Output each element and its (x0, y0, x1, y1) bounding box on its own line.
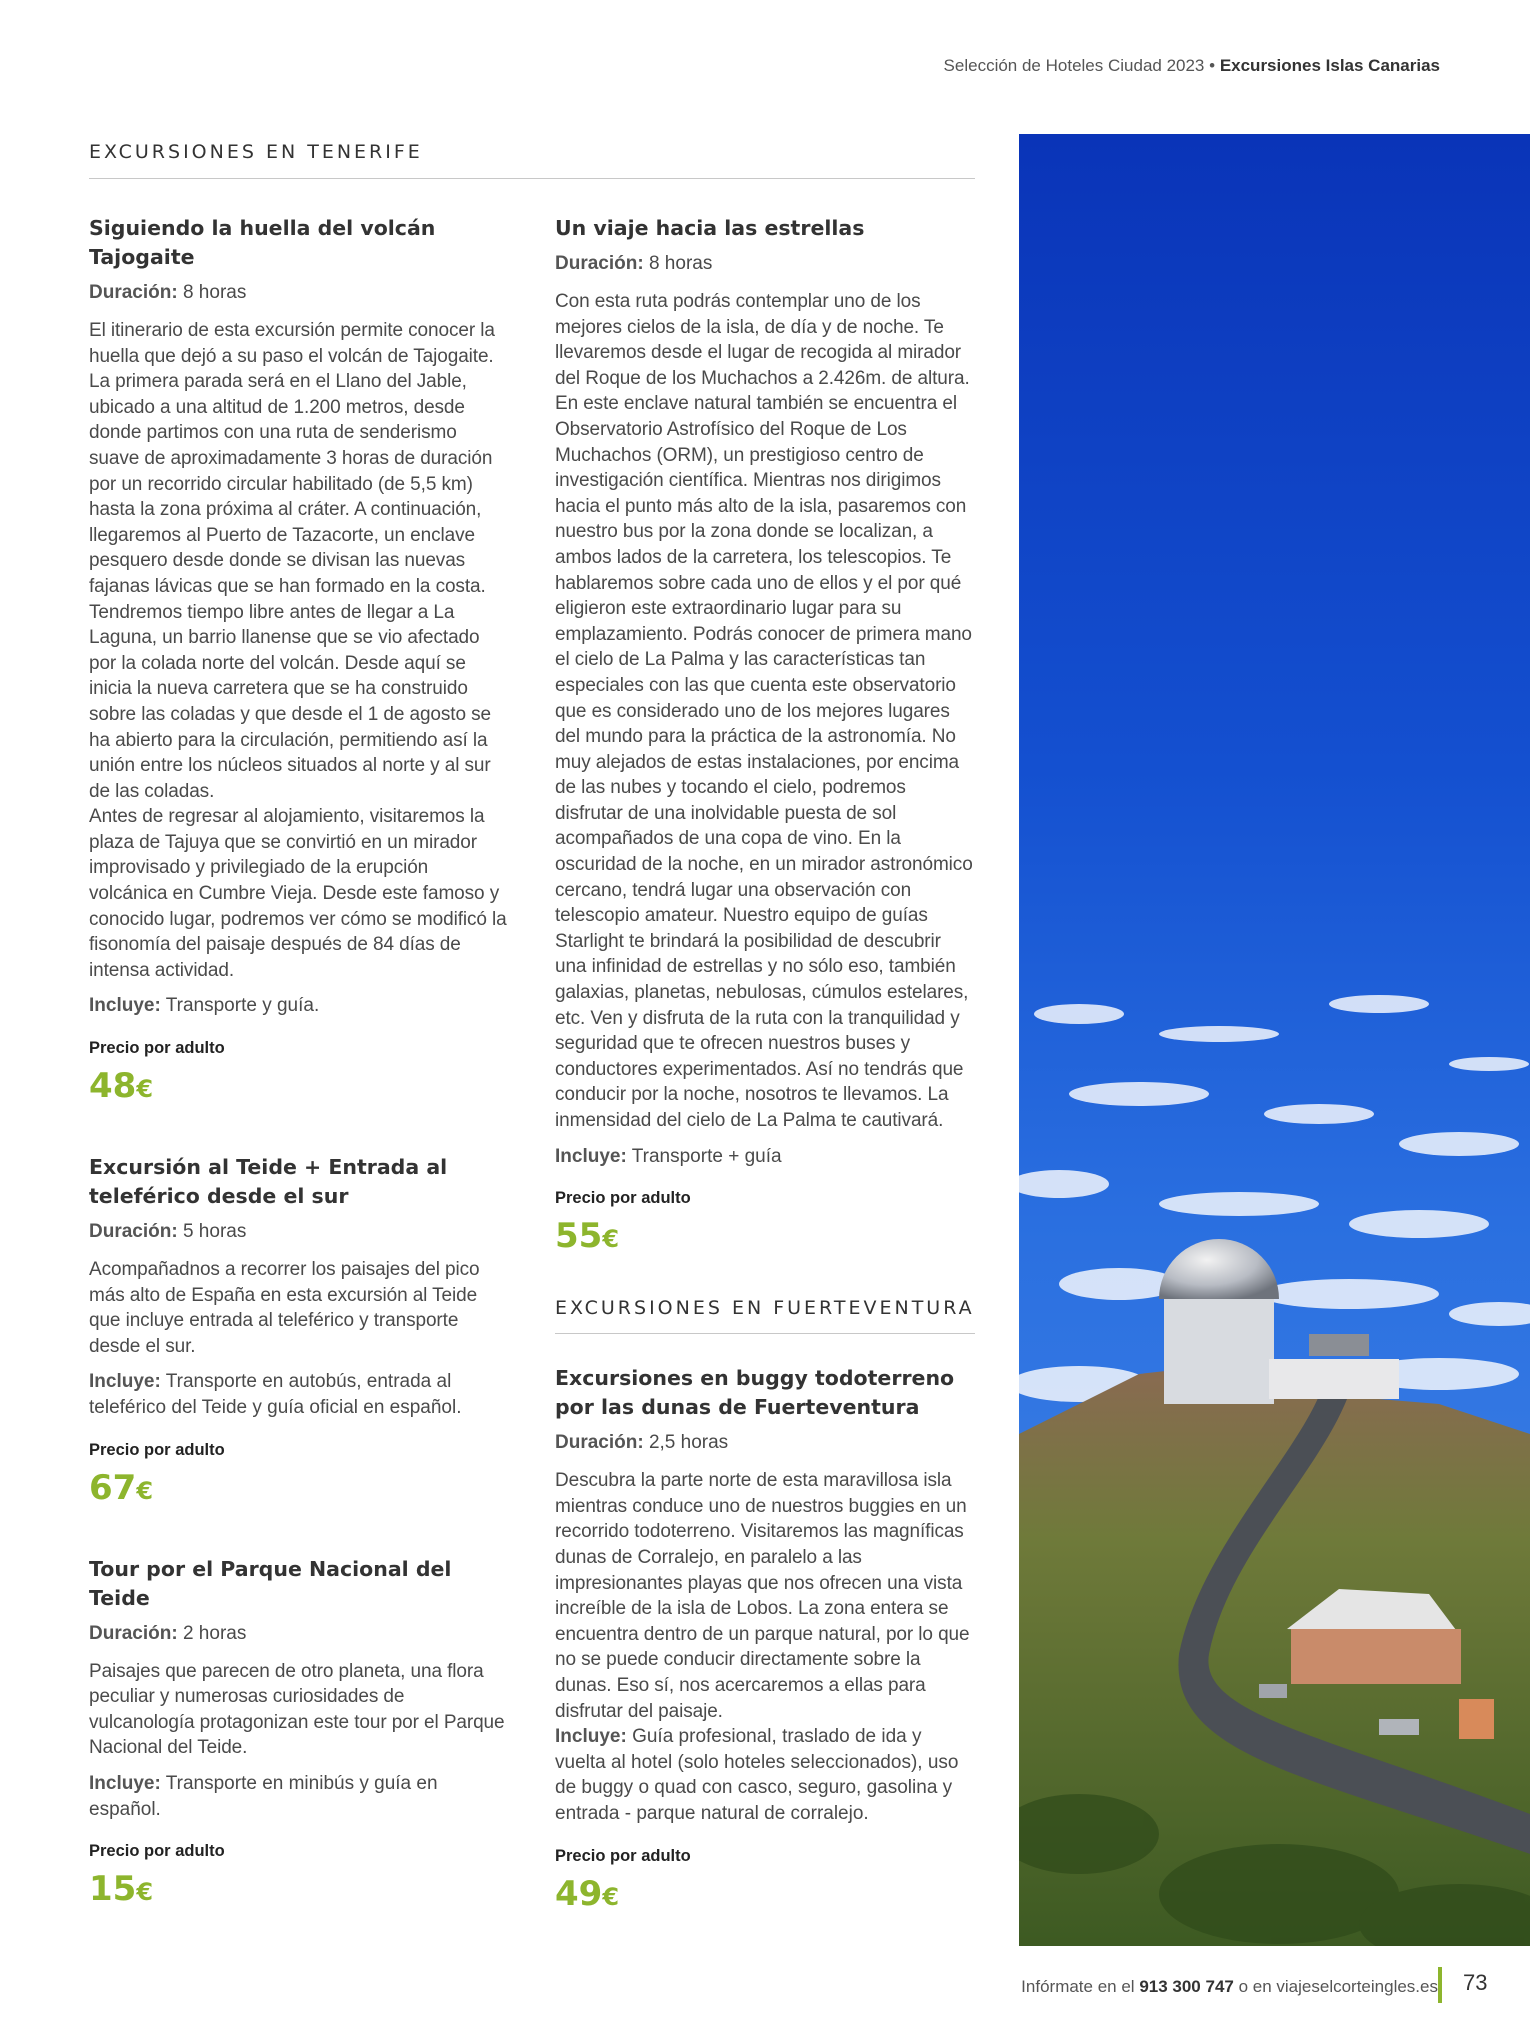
duration (89, 1621, 509, 1647)
duration-label: Duración: (555, 253, 644, 274)
section-divider (555, 1333, 975, 1334)
duration (555, 251, 975, 277)
excursion-title: Tour por el Parque Nacional del Teide (89, 1556, 452, 1610)
footer-website[interactable]: o en viajeselcorteingles.es (1238, 1977, 1438, 1996)
price (89, 1867, 509, 1914)
excursion-description: Acompañadnos a recorrer los paisajes del pico más alto de España en esta excursión al Teide que incluye entrada al teleférico y transporte desde el sur. (89, 1259, 480, 1357)
excursion-title: Un viaje hacia las estrellas (555, 216, 865, 240)
currency-symbol: € (602, 1882, 620, 1911)
includes-label: Incluye: (555, 1726, 627, 1748)
duration (89, 1219, 509, 1245)
price (89, 1466, 509, 1513)
excursion-description: Con esta ruta podrás contemplar uno de los mejores cielos de la isla, de día y de noche. Te llevaremos desde el lugar de recogida al mirador del Roque de los Muchachos a 2.426m. de altura. En este enclave natural también se encuentra el Observatorio Astrofísico del Roque de Los Muchachos (ORM), un prestigioso centro de investigación científica. Mientras nos dirigimos hacia el punto más alto de la isla, pasaremos con nuestro bus por la zona donde se localizan, a ambos lados de la carretera, los telescopios. Te hablaremos sobre cada uno de ellos y el por qué eligieron este extraordinario lugar para su emplazamiento. Podrás conocer de primera mano el cielo de La Palma y las características tan especiales con las que cuenta este observatorio que es considerado uno de los mejores lugares del mundo para la práctica de la astronomía. No muy alejados de estas instalaciones, por encima de las nubes y tocando el cielo, podremos disfrutar de una inolvidable puesta de sol acompañados de una copa de vino. En la oscuridad de la noche, en un mirador astronómico cercano, tendrá lugar una observación con telescopio amateur. Nuestro equipo de guías Starlight te brindará la posibilidad de descubrir una infinidad de estrellas y no sólo eso, también galaxias, planetas, nebulosas, cúmulos estelares, etc. Ven y disfruta de la ruta con la tranquilidad y seguridad que te ofrecen nuestros buses y conductores experimentados. Así no tendrás que conducir por la noche, nosotros te llevamos. La inmensidad del cielo de La Palma te cautivará. (555, 291, 973, 1131)
includes-value: Transporte y guía. (160, 995, 320, 1017)
column-left (89, 214, 509, 1956)
price-label: Precio por adulto (89, 1440, 225, 1459)
price-value: 55 (555, 1216, 603, 1257)
includes-label: Incluye: (89, 1371, 161, 1393)
excursion-title: Excursiones en buggy todoterreno por las dunas de Fuerteventura (555, 1366, 955, 1420)
excursion-title: Excursión al Teide + Entrada al teleférico desde el sur (89, 1155, 448, 1209)
excursion-title: Siguiendo la huella del volcán Tajogaite (89, 216, 436, 269)
price-value: 49 (555, 1873, 603, 1914)
price-label: Precio por adulto (555, 1189, 691, 1208)
duration-label: Duración: (89, 282, 178, 303)
excursion-description: El itinerario de esta excursión permite conocer la huella que dejó a su paso el volcán de Tajogaite. La primera parada será en el Llano del Jable, ubicado a una altitud de 1.200 metros, desde donde partimos con una ruta de senderismo suave de aproximadamente 3 horas de duración por un recorrido circular habilitado (de 5,5 km) hasta la zona próxima al cráter. A continuación, llegaremos al Puerto de Tazacorte, un enclave pesquero desde donde se divisan las nuevas fajanas lávicas que se han formado en la costa. Tendremos tiempo libre antes de llegar a La Laguna, un barrio llanense que se vio afectado por la colada norte del volcán. Desde aquí se inicia la nueva carretera que se ha construido sobre las coladas y que desde el 1 de agosto se ha abierto para la circulación, permitiendo así la unión entre los núcleos situados al norte y al sur de las coladas. (89, 320, 495, 802)
page-number: 73 (1463, 1970, 1488, 1995)
price-label: Precio por adulto (555, 1846, 691, 1865)
currency-symbol: € (136, 1878, 154, 1907)
duration-value: 2 horas (177, 1622, 247, 1644)
price-label: Precio por adulto (89, 1842, 225, 1861)
footer-phone[interactable]: 913 300 747 (1139, 1977, 1234, 1996)
header-section: Excursiones Islas Canarias (1219, 56, 1440, 75)
excursion-description-2: Antes de regresar al alojamiento, visitaremos la plaza de Tajuya que se convirtió en un mirador improvisado y privilegiado de la erupción volcánica en Cumbre Vieja. Desde este famoso y conocido lugar, podremos ver cómo se modificó la fisonomía del paisaje después de 84 días de intensa actividad. (89, 806, 507, 981)
section-title-fuerteventura: EXCURSIONES EN FUERTEVENTURA (555, 1297, 975, 1320)
excursion-description: Descubra la parte norte de esta maravillosa isla mientras conduce uno de nuestros buggies en un recorrido todoterreno. Visitaremos las magníficas dunas de Corralejo, en paralelo a las impresionantes playas que nos ofrecen una vista increíble de la isla de Lobos. La zona entera se encuentra dentro de un parque natural, por lo que no se puede conducir directamente sobre la dunas. Eso sí, nos acercaremos a ellas para disfrutar del paisaje. (555, 1470, 970, 1722)
column-right (555, 214, 975, 1961)
includes (555, 1144, 975, 1170)
includes-label: Incluye: (555, 1145, 627, 1167)
section-title-tenerife: EXCURSIONES EN TENERIFE (89, 141, 423, 163)
duration-label: Duración: (89, 1221, 178, 1243)
includes-value: Transporte en minibús y guía en español. (89, 1772, 438, 1820)
duration-value: 8 horas (177, 282, 247, 303)
duration-value: 5 horas (177, 1221, 247, 1243)
duration (89, 280, 509, 306)
footer-accent-bar (1438, 1967, 1442, 2003)
excursion-parque-teide (89, 1555, 509, 1915)
currency-symbol: € (136, 1476, 154, 1505)
includes (89, 1369, 509, 1420)
duration-label: Duración: (89, 1622, 178, 1644)
duration-label: Duración: (555, 1432, 644, 1454)
footer-text: Infórmate en el (1021, 1977, 1135, 1996)
includes-value: Transporte en autobús, entrada al teleférico del Teide y guía oficial en español. (89, 1371, 462, 1418)
price (555, 1872, 975, 1919)
excursion-estrellas (555, 214, 975, 1261)
includes (89, 1771, 509, 1822)
header-catalog: Selección de Hoteles Ciudad 2023 • (943, 56, 1216, 75)
observatory-photo (1019, 134, 1530, 1946)
includes-value: Transporte + guía (626, 1145, 782, 1167)
duration (555, 1430, 975, 1456)
includes-label: Incluye: (89, 995, 161, 1017)
price-value: 15 (89, 1869, 137, 1910)
duration-value: 2,5 horas (643, 1432, 729, 1454)
price-value: 67 (89, 1467, 137, 1508)
duration-value: 8 horas (643, 253, 713, 274)
includes (555, 1724, 975, 1826)
includes (89, 993, 509, 1019)
running-header (944, 56, 1440, 76)
footer-contact (1021, 1977, 1438, 1997)
includes-value: Guía profesional, traslado de ida y vuelta al hotel (solo hoteles seleccionados), uso de buggy o quad con casco, seguro, gasolina y entrada - parque natural de corralejo. (555, 1726, 959, 1824)
currency-symbol: € (602, 1225, 620, 1254)
price (89, 1064, 509, 1111)
excursion-teide-teleferico (89, 1153, 509, 1513)
currency-symbol: € (136, 1075, 154, 1104)
price-label: Precio por adulto (89, 1039, 225, 1058)
price (555, 1214, 975, 1261)
excursion-buggy (555, 1364, 975, 1918)
excursion-tajogaite (89, 214, 509, 1111)
excursion-description: Paisajes que parecen de otro planeta, una flora peculiar y numerosas curiosidades de vulcanología protagonizan este tour por el Parque Nacional del Teide. (89, 1660, 505, 1759)
includes-label: Incluye: (89, 1772, 161, 1794)
section-divider (89, 178, 975, 179)
price-value: 48 (89, 1066, 137, 1107)
